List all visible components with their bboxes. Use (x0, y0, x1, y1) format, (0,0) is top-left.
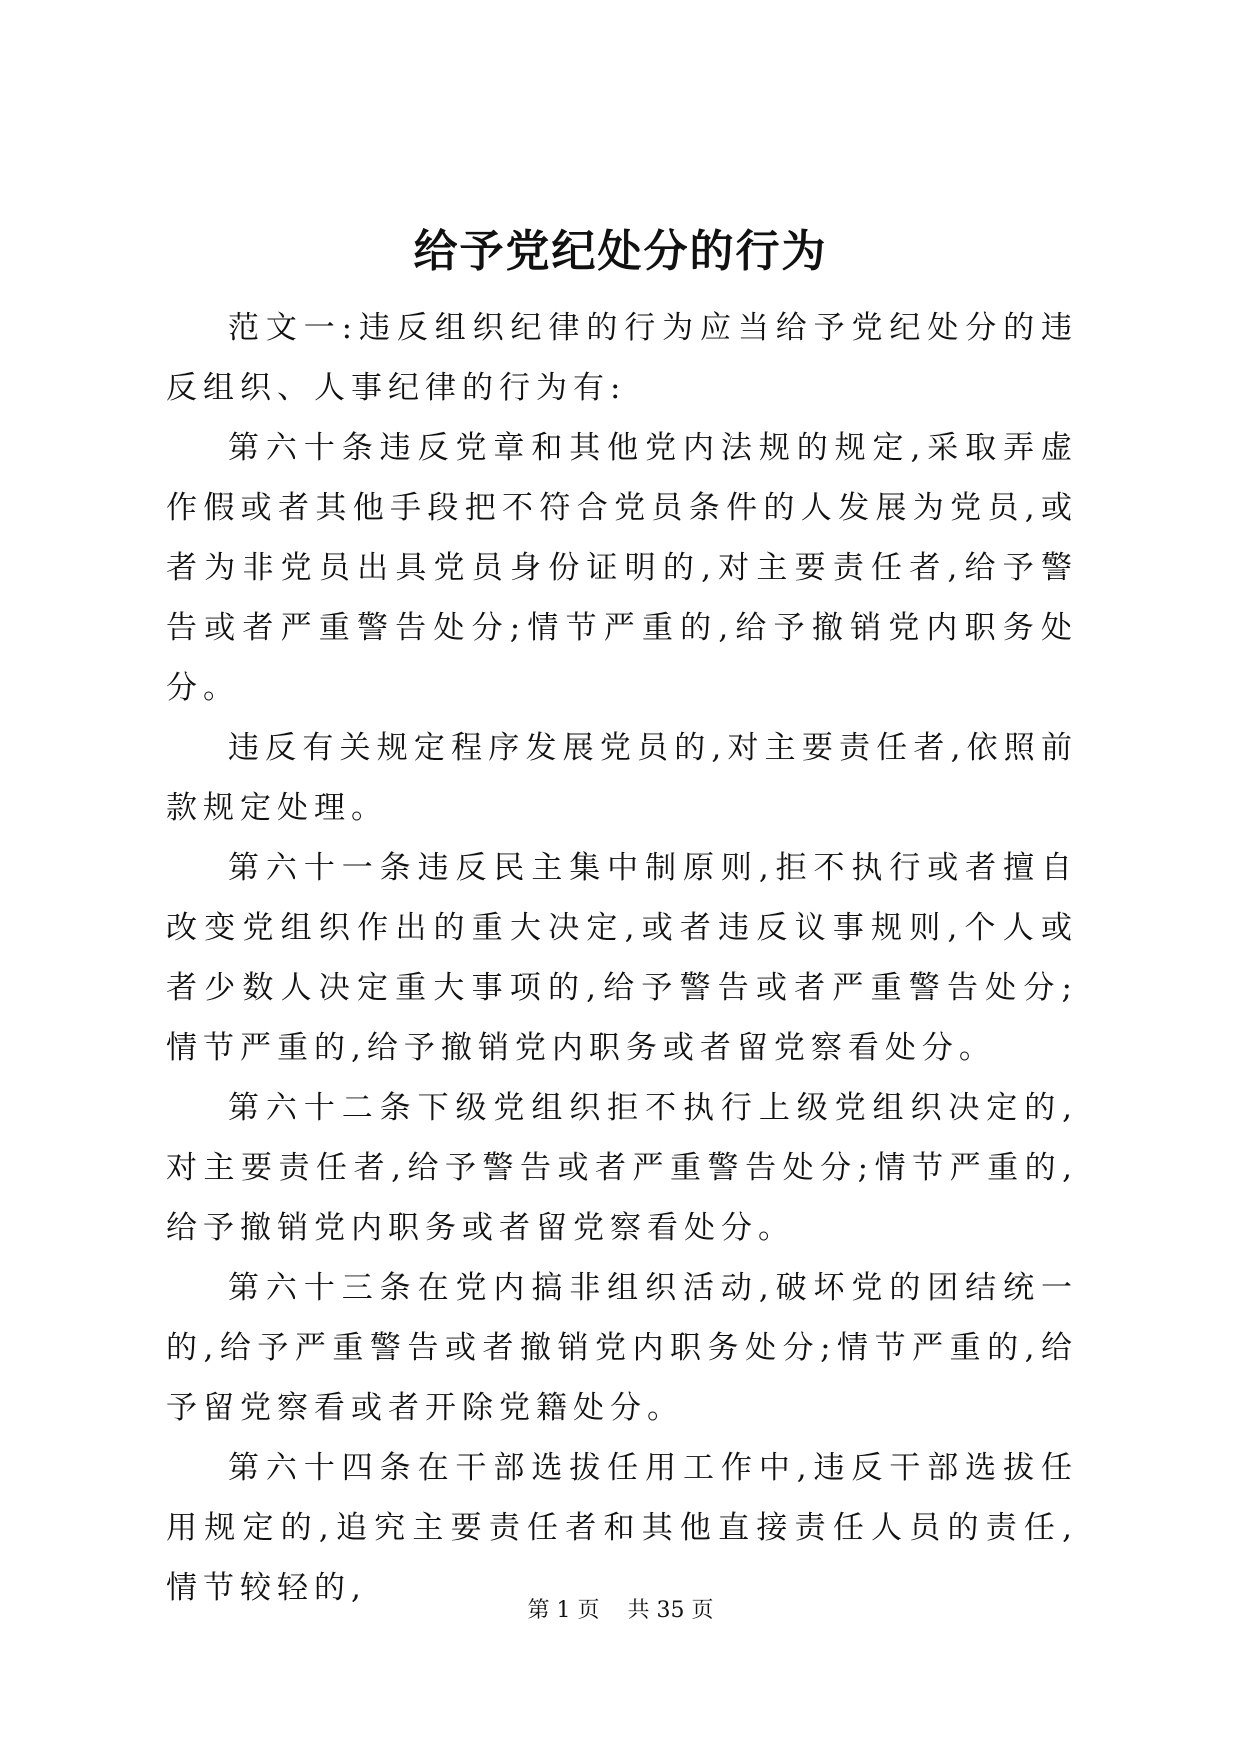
paragraph: 第六十条违反党章和其他党内法规的规定,采取弄虚作假或者其他手段把不符合党员条件的人发展为党员,或者为非党员出具党员身份证明的,对主要责任者,给予警告或者严重警告处分;情节严重的,给予撤销党内职务处分。 (166, 430, 1078, 706)
page-footer (0, 1596, 1241, 1626)
page-number: 第 1 页 (527, 1598, 600, 1623)
document-title: 给予党纪处分的行为 (413, 226, 828, 277)
paragraph: 范文一:违反组织纪律的行为应当给予党纪处分的违反组织、人事纪律的行为有: (166, 310, 1078, 406)
paragraph: 第六十三条在党内搞非组织活动,破坏党的团结统一的,给予严重警告或者撤销党内职务处分;情节严重的,给予留党察看或者开除党籍处分。 (166, 1270, 1078, 1426)
paragraph: 第六十二条下级党组织拒不执行上级党组织决定的,对主要责任者,给予警告或者严重警告处分;情节严重的,给予撤销党内职务或者留党察看处分。 (166, 1090, 1078, 1246)
paragraph: 违反有关规定程序发展党员的,对主要责任者,依照前款规定处理。 (166, 730, 1078, 826)
paragraph: 第六十一条违反民主集中制原则,拒不执行或者擅自改变党组织作出的重大决定,或者违反议事规则,个人或者少数人决定重大事项的,给予警告或者严重警告处分;情节严重的,给予撤销党内职务或者留党察看处分。 (166, 850, 1078, 1066)
total-pages: 共 35 页 (627, 1598, 714, 1623)
paragraph: 第六十四条在干部选拔任用工作中,违反干部选拔任用规定的,追究主要责任者和其他直接责任人员的责任,情节较轻的, (166, 1450, 1078, 1606)
document-body (166, 298, 1078, 1618)
